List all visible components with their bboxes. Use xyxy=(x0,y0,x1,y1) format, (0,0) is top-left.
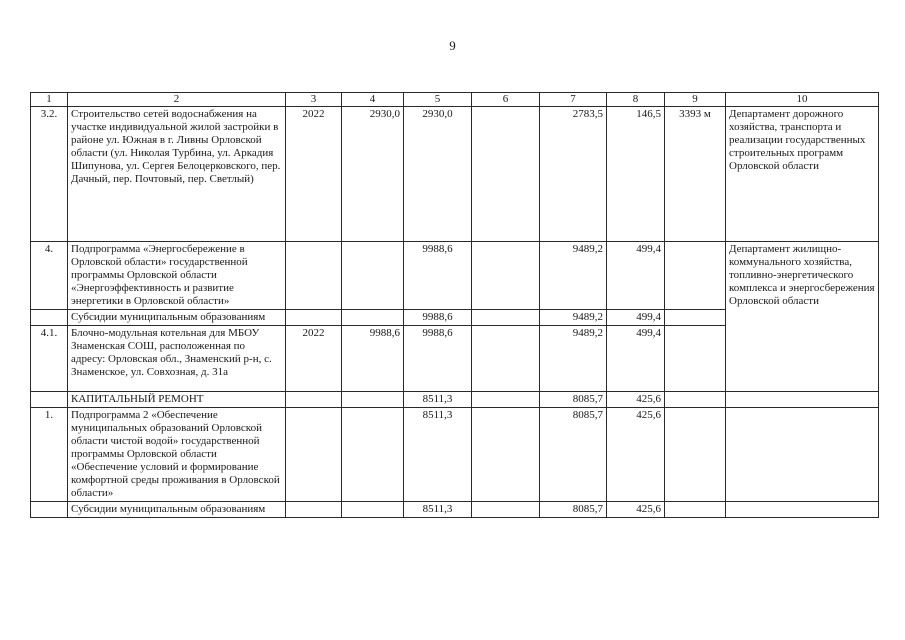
capacity-cell xyxy=(665,392,726,408)
total-cell: 8511,3 xyxy=(404,392,472,408)
total-cell: 9988,6 xyxy=(404,326,472,392)
regional-cell: 499,4 xyxy=(607,242,665,310)
row-number: 4. xyxy=(31,242,68,310)
row-number: 3.2. xyxy=(31,107,68,242)
column-header: 3 xyxy=(286,93,342,107)
capacity-cell xyxy=(665,310,726,326)
column-header: 7 xyxy=(540,93,607,107)
total-cell: 8511,3 xyxy=(404,408,472,502)
col6-cell xyxy=(472,392,540,408)
year-cell xyxy=(286,408,342,502)
capacity-cell xyxy=(665,242,726,310)
department-cell xyxy=(726,502,879,518)
column-header: 9 xyxy=(665,93,726,107)
regional-cell: 425,6 xyxy=(607,392,665,408)
cost-cell xyxy=(342,242,404,310)
col6-cell xyxy=(472,242,540,310)
federal-cell: 8085,7 xyxy=(540,392,607,408)
column-header: 5 xyxy=(404,93,472,107)
column-header: 2 xyxy=(68,93,286,107)
regional-cell: 425,6 xyxy=(607,408,665,502)
year-cell xyxy=(286,392,342,408)
column-header: 10 xyxy=(726,93,879,107)
row-name: КАПИТАЛЬНЫЙ РЕМОНТ xyxy=(68,392,286,408)
regional-cell: 425,6 xyxy=(607,502,665,518)
year-cell xyxy=(286,242,342,310)
row-number: 1. xyxy=(31,408,68,502)
table-row xyxy=(31,502,879,518)
federal-cell: 2783,5 xyxy=(540,107,607,242)
capacity-cell xyxy=(665,408,726,502)
cost-cell xyxy=(342,408,404,502)
department-cell xyxy=(726,408,879,502)
row-name: Субсидии муниципальным образованиям xyxy=(68,310,286,326)
federal-cell: 9489,2 xyxy=(540,326,607,392)
year-cell xyxy=(286,310,342,326)
row-name: Субсидии муниципальным образованиям xyxy=(68,502,286,518)
federal-cell: 9489,2 xyxy=(540,242,607,310)
table-row xyxy=(31,242,879,310)
federal-cell: 8085,7 xyxy=(540,408,607,502)
row-name: Блочно-модульная котельная для МБОУ Знаменская СОШ, расположенная по адресу: Орловская обл., Знаменский р-н, с. Знаменское, ул. Совхозная, д. 31а xyxy=(68,326,286,392)
capacity-cell xyxy=(665,326,726,392)
federal-cell: 8085,7 xyxy=(540,502,607,518)
regional-cell: 499,4 xyxy=(607,326,665,392)
col6-cell xyxy=(472,310,540,326)
federal-cell: 9489,2 xyxy=(540,310,607,326)
budget-table xyxy=(30,92,879,518)
regional-cell: 146,5 xyxy=(607,107,665,242)
column-header: 6 xyxy=(472,93,540,107)
year-cell: 2022 xyxy=(286,107,342,242)
cost-cell xyxy=(342,392,404,408)
row-name: Подпрограмма «Энергосбережение в Орловской области» государственной программы Орловской области «Энергоэффективность и развитие энергетики в Орловской области» xyxy=(68,242,286,310)
col6-cell xyxy=(472,326,540,392)
row-name: Строительство сетей водоснабжения на участке индивидуальной жилой застройки в районе ул. Южная в г. Ливны Орловской области (ул. Николая Турбина, ул. Аркадия Шипунова, ул. Сергея Белоцерковского, пер. Дачный, пер. Почтовый, пер. Светлый) xyxy=(68,107,286,242)
column-header: 1 xyxy=(31,93,68,107)
col6-cell xyxy=(472,107,540,242)
row-number: 4.1. xyxy=(31,326,68,392)
department-cell: Департамент дорожного хозяйства, транспорта и реализации государственных строительных программ Орловской области xyxy=(726,107,879,242)
total-cell: 9988,6 xyxy=(404,242,472,310)
cost-cell: 9988,6 xyxy=(342,326,404,392)
column-header: 4 xyxy=(342,93,404,107)
cost-cell xyxy=(342,502,404,518)
row-number xyxy=(31,310,68,326)
col6-cell xyxy=(472,408,540,502)
total-cell: 8511,3 xyxy=(404,502,472,518)
table-header-row xyxy=(31,93,879,107)
department-cell xyxy=(726,392,879,408)
col6-cell xyxy=(472,502,540,518)
column-header: 8 xyxy=(607,93,665,107)
capacity-cell xyxy=(665,502,726,518)
row-number xyxy=(31,502,68,518)
cost-cell: 2930,0 xyxy=(342,107,404,242)
total-cell: 9988,6 xyxy=(404,310,472,326)
row-name: Подпрограмма 2 «Обеспечение муниципальных образований Орловской области чистой водой» государственной программы Орловской области «Обеспечение условий и формирование комфортной среды проживания в Орловской области» xyxy=(68,408,286,502)
total-cell: 2930,0 xyxy=(404,107,472,242)
department-cell: Департамент жилищно-коммунального хозяйства, топливно-энергетического комплекса и энергосбережения Орловской области xyxy=(726,242,879,392)
row-number xyxy=(31,392,68,408)
capacity-cell: 3393 м xyxy=(665,107,726,242)
regional-cell: 499,4 xyxy=(607,310,665,326)
cost-cell xyxy=(342,310,404,326)
year-cell: 2022 xyxy=(286,326,342,392)
table-row xyxy=(31,408,879,502)
table-row xyxy=(31,392,879,408)
table-row xyxy=(31,107,879,242)
page-number: 9 xyxy=(449,38,456,53)
year-cell xyxy=(286,502,342,518)
